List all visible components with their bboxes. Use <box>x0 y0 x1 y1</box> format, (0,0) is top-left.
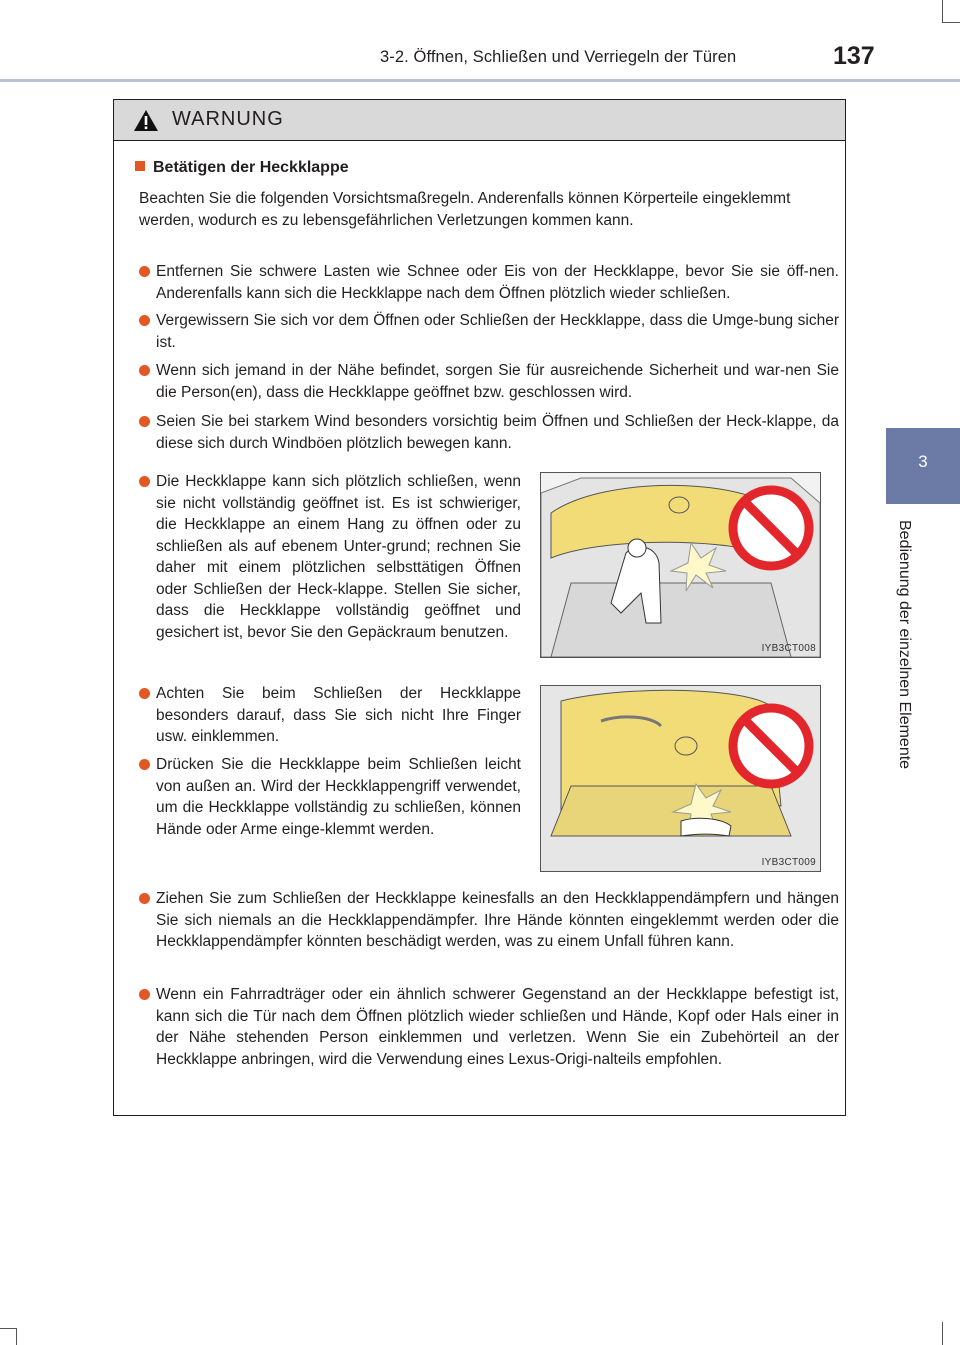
bullet-icon <box>139 365 150 376</box>
bullet-icon <box>139 416 150 427</box>
chapter-number: 3 <box>918 452 928 471</box>
illustration-code: IYB3CT008 <box>761 643 816 654</box>
list-item-text: Drücken Sie die Heckklappe beim Schließen leicht von außen an. Wird der Heckklappengriff verwendet, um die Heckklappe vollständig zu schließen, können Hände oder Arme einge-klemmt werden. <box>156 756 521 838</box>
list-item <box>156 471 521 643</box>
bullet-icon <box>139 989 150 1000</box>
bullet-icon <box>139 476 150 487</box>
list-item <box>156 984 839 1070</box>
page-number: 137 <box>833 42 875 70</box>
crop-mark <box>942 1322 943 1345</box>
chapter-tab <box>886 428 960 504</box>
list-item-text: Entfernen Sie schwere Lasten wie Schnee oder Eis von der Heckklappe, bevor Sie sie öff-nen. Anderenfalls kann sich die Heckklappe nach dem Öffnen plötzlich wieder schließen. <box>156 263 839 302</box>
list-item <box>156 683 521 748</box>
list-item <box>156 411 839 454</box>
warning-header <box>114 100 845 141</box>
list-item-text: Seien Sie bei starkem Wind besonders vorsichtig beim Öffnen und Schließen der Heck-klappe, da diese sich durch Windböen plötzlich bewegen kann. <box>156 413 839 452</box>
warning-title: WARNUNG <box>172 108 284 130</box>
section-heading <box>135 159 349 177</box>
chapter-label: Bedienung der einzelnen Elemente <box>896 520 913 770</box>
list-item <box>156 310 839 353</box>
crop-mark <box>16 1328 17 1345</box>
list-item <box>156 261 839 304</box>
list-item <box>156 754 521 840</box>
crop-mark <box>0 1328 16 1329</box>
illustration-tailgate-open <box>540 472 821 658</box>
warning-triangle-icon <box>133 109 159 132</box>
bullet-icon <box>139 315 150 326</box>
section-title: 3-2. Öffnen, Schließen und Verriegeln der Türen <box>380 48 737 66</box>
illustration-code: IYB3CT009 <box>761 857 816 868</box>
bullet-icon <box>139 759 150 770</box>
list-item-text: Achten Sie beim Schließen der Heckklappe besonders darauf, dass Sie sich nicht Ihre Finger usw. einklemmen. <box>156 685 521 745</box>
square-bullet-icon <box>135 161 145 171</box>
list-item-text: Ziehen Sie zum Schließen der Heckklappe keinesfalls an den Heckklappendämpfern und hängen Sie sich niemals an die Heckklappendämpfer. Ihre Hände könnten eingeklemmt werden oder die Heckklappendämpfer könnten beschädigt werden, was zu einem Unfall führen kann. <box>156 890 839 950</box>
header-rule <box>0 79 960 82</box>
warning-box <box>113 99 846 1116</box>
illustration-tailgate-close <box>540 685 821 872</box>
list-item <box>156 360 839 403</box>
intro-text: Beachten Sie die folgenden Vorsichtsmaßregeln. Anderenfalls können Körperteile eingeklemmt werden, wodurch es zu lebensgefährlichen Verletzungen kommen kann. <box>139 190 791 229</box>
list-item-text: Die Heckklappe kann sich plötzlich schließen, wenn sie nicht vollständig geöffnet ist. Es ist schwieriger, die Heckklappe an einem Hang zu öffnen oder zu schließen als auf ebenem Unter-grund; rechnen Sie daher mit einem plötzlichen selbsttätigen Öffnen oder Schließen der Heck-klappe. Stellen Sie sicher, dass die Heckklappe vollständig geöffnet und gesichert ist, bevor Sie den Gepäckraum benutzen. <box>156 473 521 641</box>
tailgate-hand-illustration <box>541 686 820 871</box>
list-item-text: Wenn sich jemand in der Nähe befindet, sorgen Sie für ausreichende Sicherheit und war-nen Sie die Person(en), dass die Heckklappe geöffnet bzw. geschlossen wird. <box>156 362 839 401</box>
tailgate-person-illustration <box>541 473 820 657</box>
list-item-text: Wenn ein Fahrradträger oder ein ähnlich schwerer Gegenstand an der Heckklappe befestigt ist, kann sich die Tür nach dem Öffnen plötzlich wieder schließen und Hände, Kopf oder Hals einer in der Nähe stehenden Person einklemmen und verletzen. Wenn Sie ein Zubehörteil an der Heckklappe anbringen, wird die Verwendung eines Lexus-Origi-nalteils empfohlen. <box>156 986 839 1068</box>
list-item-text: Vergewissern Sie sich vor dem Öffnen oder Schließen der Heckklappe, dass die Umge-bung sicher ist. <box>156 312 839 351</box>
section-heading-text: Betätigen der Heckklappe <box>153 159 349 176</box>
bullet-icon <box>139 266 150 277</box>
crop-mark <box>942 0 943 22</box>
crop-mark <box>942 22 960 23</box>
bullet-icon <box>139 893 150 904</box>
bullet-icon <box>139 688 150 699</box>
list-item <box>156 888 839 953</box>
